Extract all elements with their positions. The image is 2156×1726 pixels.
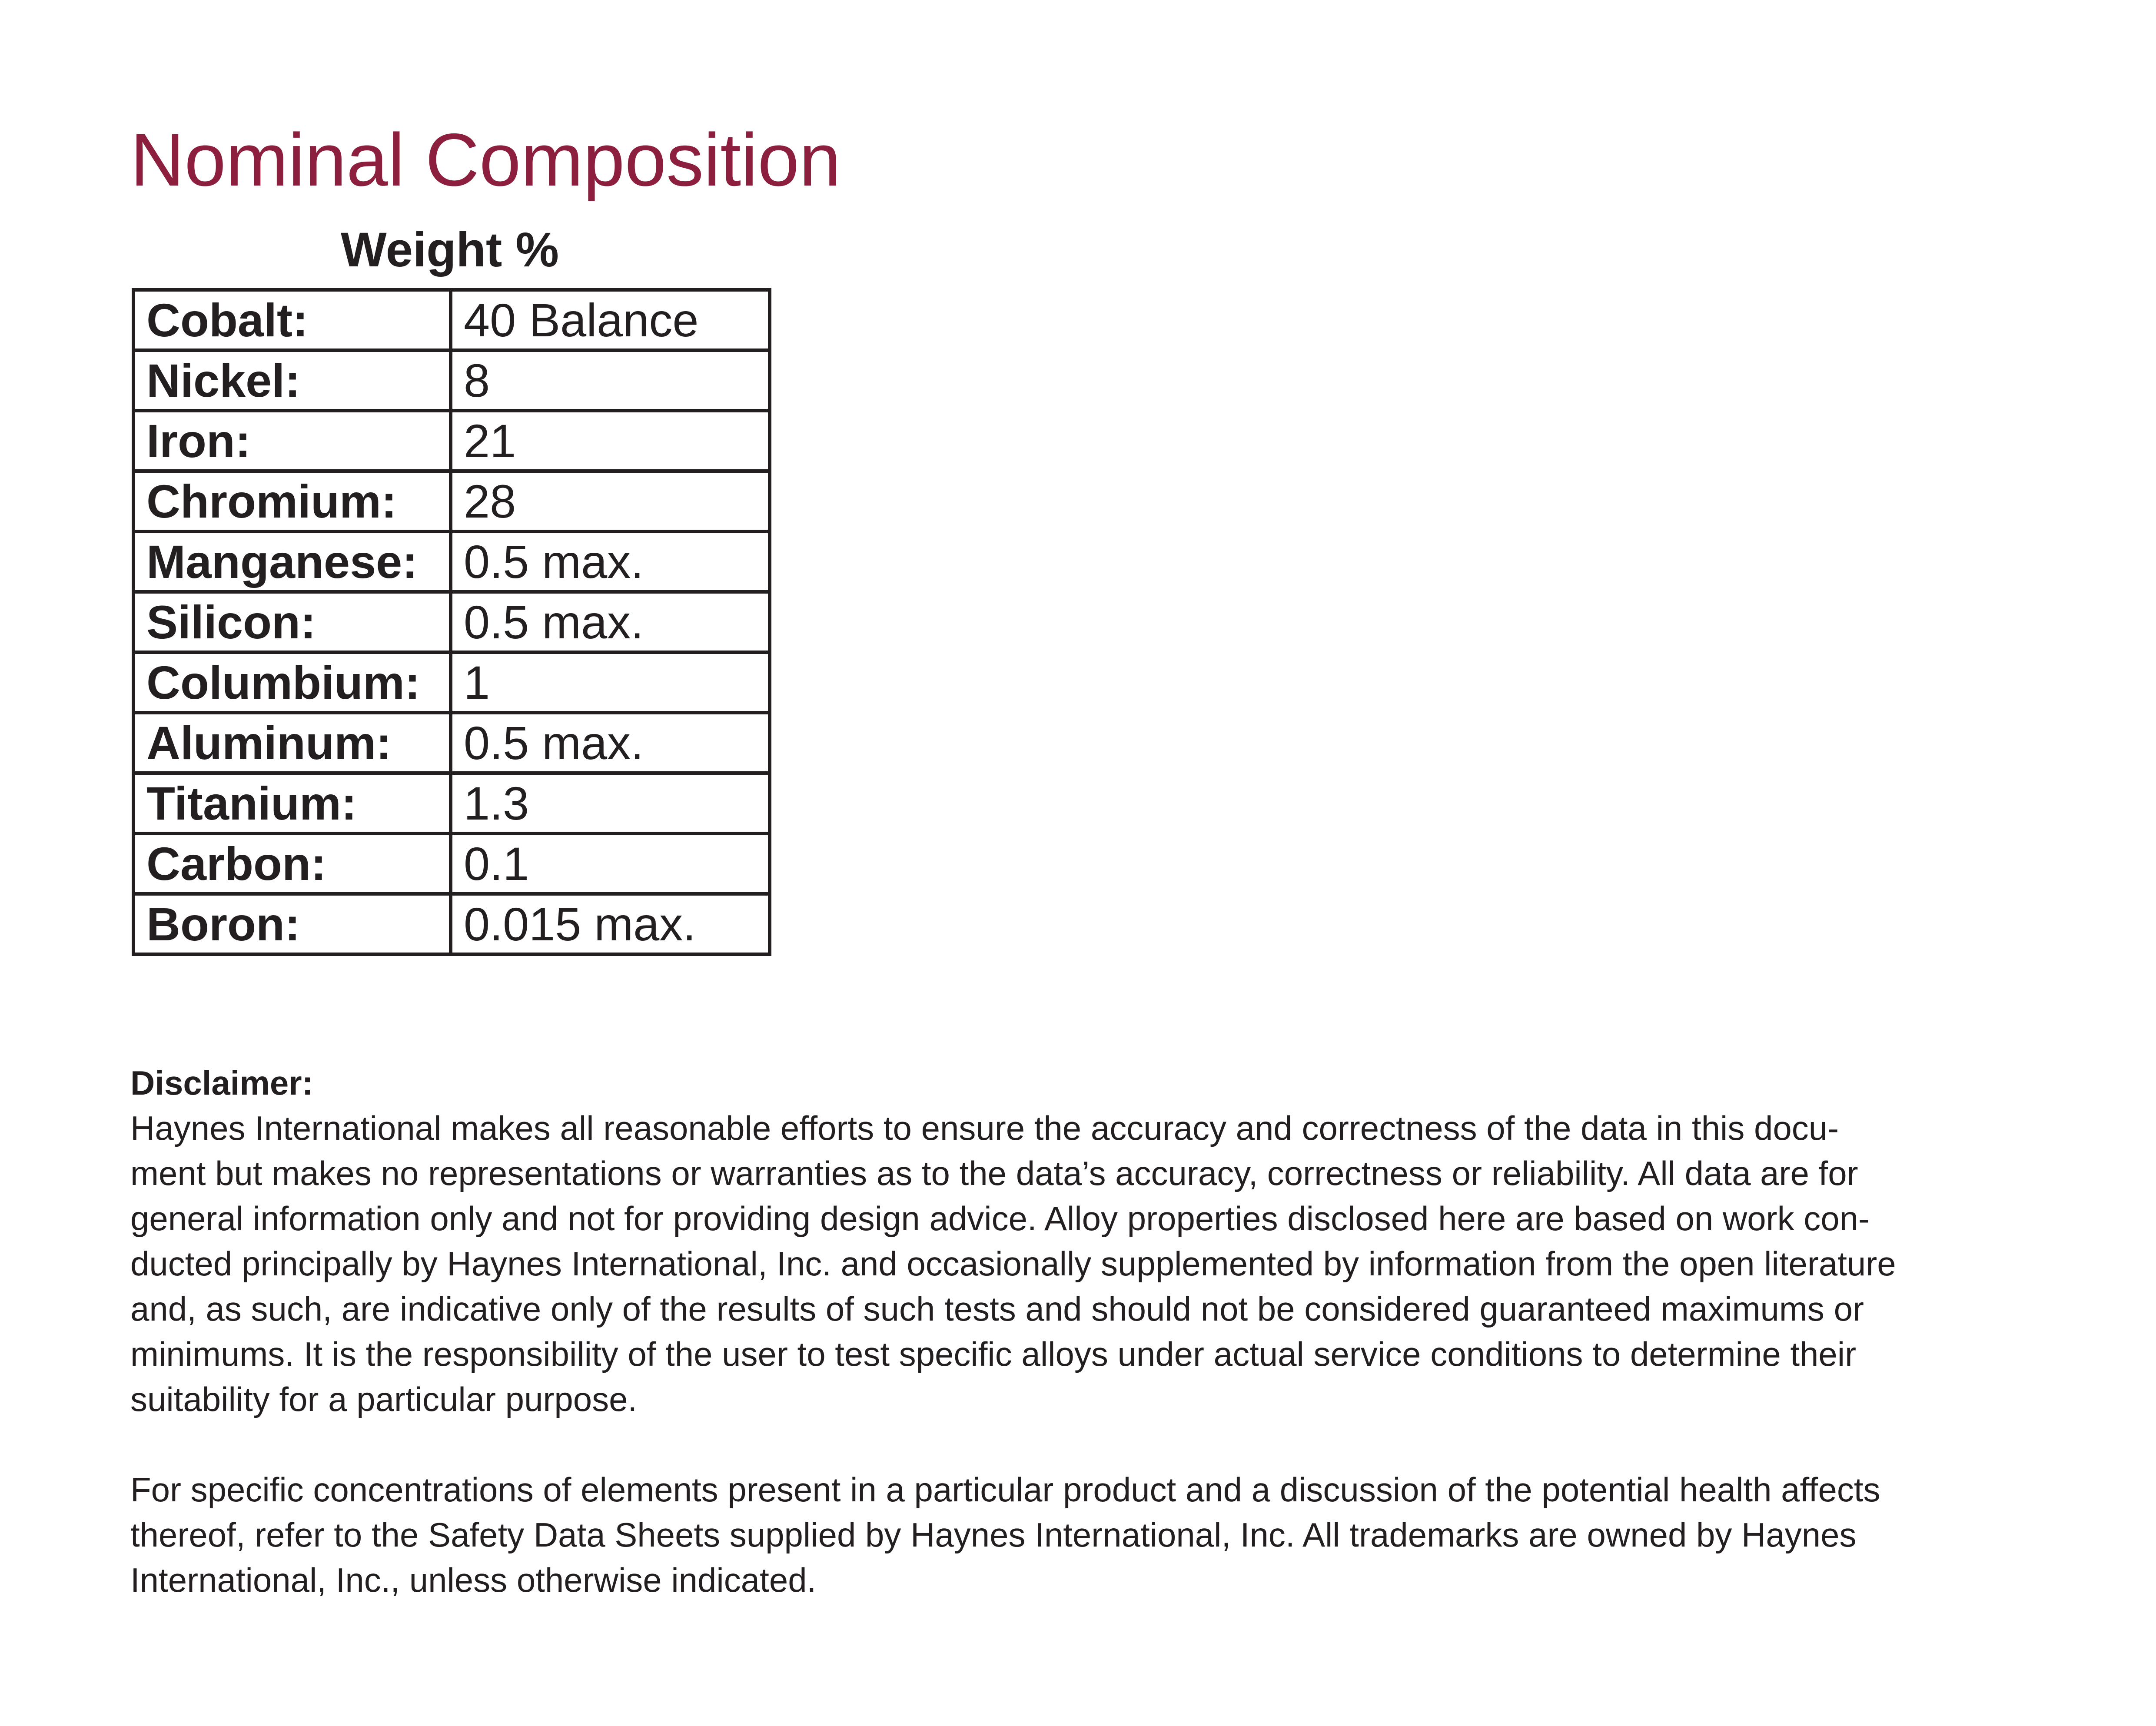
disclaimer-line: general information only and not for providing design advice. Alloy properties disclosed here are based on work con- (130, 1199, 1870, 1238)
element-value: 0.5 max. (451, 592, 770, 652)
disclaimer-section (130, 1060, 2064, 1603)
table-row (133, 350, 770, 411)
disclaimer-line: Haynes International makes all reasonable efforts to ensure the accuracy and correctness of the data in this docu- (130, 1109, 1839, 1147)
element-value: 1.3 (451, 773, 770, 833)
element-value: 8 (451, 350, 770, 411)
table-row (133, 833, 770, 894)
element-value: 0.015 max. (451, 894, 770, 954)
page-title: Nominal Composition (130, 118, 841, 202)
table-row (133, 290, 770, 350)
notice-line: thereof, refer to the Safety Data Sheets supplied by Haynes International, Inc. All trademarks are owned by Haynes (130, 1516, 1857, 1554)
notice-line: International, Inc., unless otherwise indicated. (130, 1561, 817, 1599)
element-name: Iron: (133, 411, 451, 471)
element-value: 28 (451, 471, 770, 531)
disclaimer-line: ment but makes no representations or warranties as to the data’s accuracy, correctness or reliability. All data are for (130, 1154, 1858, 1192)
element-name: Nickel: (133, 350, 451, 411)
health-notice-paragraph (130, 1467, 2064, 1603)
element-name: Titanium: (133, 773, 451, 833)
table-row (133, 471, 770, 531)
element-name: Boron: (133, 894, 451, 954)
element-value: 0.5 max. (451, 713, 770, 773)
element-value: 40 Balance (451, 290, 770, 350)
table-row (133, 713, 770, 773)
table-row (133, 894, 770, 954)
element-name: Silicon: (133, 592, 451, 652)
table-row (133, 652, 770, 713)
element-value: 0.1 (451, 833, 770, 894)
element-value: 1 (451, 652, 770, 713)
table-header: Weight % (341, 222, 559, 277)
element-name: Chromium: (133, 471, 451, 531)
composition-table (132, 288, 771, 956)
element-name: Carbon: (133, 833, 451, 894)
disclaimer-line: and, as such, are indicative only of the results of such tests and should not be considered guaranteed maximums or (130, 1290, 1864, 1328)
notice-line: For specific concentrations of elements present in a particular product and a discussion of the potential health affects (130, 1470, 1880, 1509)
table-row (133, 592, 770, 652)
element-name: Aluminum: (133, 713, 451, 773)
element-value: 0.5 max. (451, 531, 770, 592)
disclaimer-paragraph (130, 1105, 2064, 1422)
disclaimer-line: minimums. It is the responsibility of the user to test specific alloys under actual service conditions to determine their (130, 1335, 1857, 1373)
disclaimer-line: ducted principally by Haynes International, Inc. and occasionally supplemented by information from the open literature (130, 1245, 1896, 1283)
element-name: Cobalt: (133, 290, 451, 350)
table-row (133, 531, 770, 592)
paragraph-spacer (130, 1422, 2064, 1467)
element-value: 21 (451, 411, 770, 471)
table-row (133, 411, 770, 471)
element-name: Columbium: (133, 652, 451, 713)
table-row (133, 773, 770, 833)
element-name: Manganese: (133, 531, 451, 592)
disclaimer-line: suitability for a particular purpose. (130, 1380, 638, 1418)
disclaimer-heading: Disclaimer: (130, 1064, 313, 1102)
